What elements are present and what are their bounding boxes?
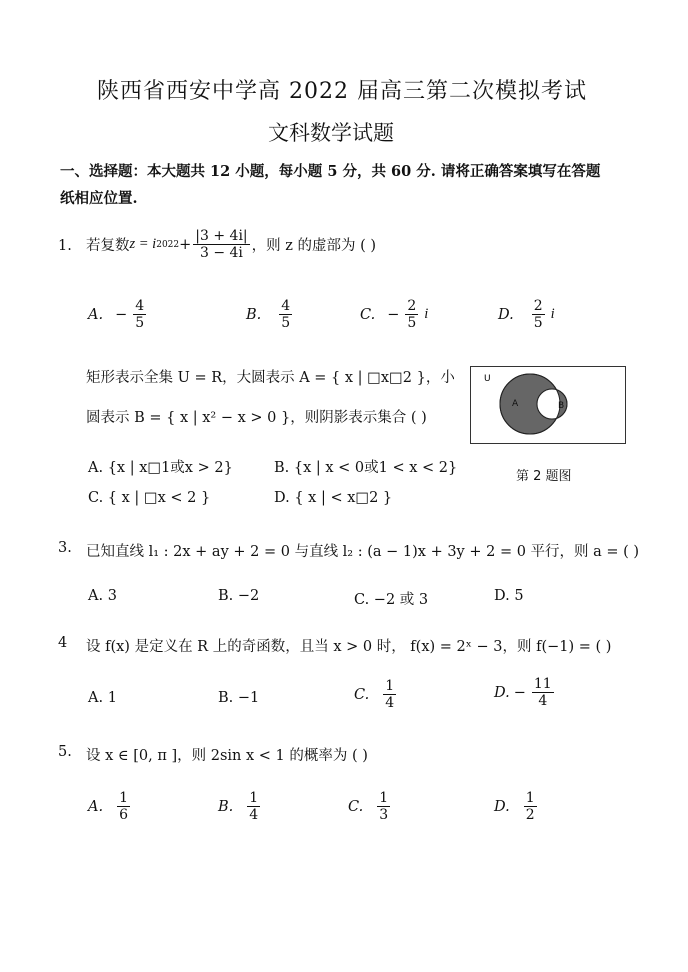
q2-option-c[interactable]: C. { x | □x < 2 } bbox=[88, 490, 211, 506]
q1-pre: 若复数 bbox=[86, 238, 130, 255]
venn-label-a: A bbox=[512, 399, 519, 409]
frac-numerator: 4 bbox=[281, 298, 291, 314]
q4-stem: 设 f(x) 是定义在 R 上的奇函数，且当 x > 0 时， f(x) = 2ˣ − 3，则 f(−1) = ( ) bbox=[86, 639, 612, 655]
frac-denominator: 4 bbox=[385, 695, 395, 712]
q3-option-c[interactable]: C. −2 或 3 bbox=[354, 592, 429, 608]
q3-number: 3. bbox=[58, 540, 72, 556]
frac-numerator: 1 bbox=[249, 790, 259, 806]
frac-numerator: 1 bbox=[119, 790, 129, 806]
q5-number: 5. bbox=[58, 744, 72, 760]
q2-option-a[interactable]: A. {x | x□1或x > 2} bbox=[88, 460, 233, 476]
option-suffix: i bbox=[424, 306, 429, 323]
option-label: D. bbox=[494, 798, 510, 815]
q1-plus: + bbox=[179, 236, 192, 253]
section-heading-line2: 纸相应位置. bbox=[60, 190, 138, 207]
q1-frac-numerator: |3 + 4i| bbox=[195, 228, 248, 244]
q3-option-a[interactable]: A. 3 bbox=[88, 588, 117, 604]
option-label: A. bbox=[88, 798, 104, 815]
q2-option-b[interactable]: B. {x | x < 0或1 < x < 2} bbox=[274, 460, 458, 476]
q2-option-d[interactable]: D. { x | < x□2 } bbox=[274, 490, 393, 506]
frac-denominator: 4 bbox=[249, 807, 259, 824]
frac-denominator: 5 bbox=[407, 315, 417, 332]
frac-denominator: 5 bbox=[533, 315, 543, 332]
option-sign: − bbox=[513, 684, 526, 701]
frac-numerator: 11 bbox=[533, 676, 552, 692]
option-label: C. bbox=[348, 798, 364, 815]
frac-denominator: 5 bbox=[135, 315, 145, 332]
venn-caption: 第 2 题图 bbox=[516, 469, 572, 484]
q5-stem: 设 x ∈ [0, π ]，则 2sin x < 1 的概率为 ( ) bbox=[86, 748, 368, 764]
q4-number: 4 bbox=[58, 635, 68, 651]
option-label: D. bbox=[494, 684, 510, 701]
q5-option-d[interactable] bbox=[494, 790, 539, 823]
option-sign: − bbox=[387, 306, 400, 323]
frac-denominator: 6 bbox=[119, 807, 129, 824]
option-suffix: i bbox=[550, 306, 555, 323]
q1-fraction bbox=[193, 228, 249, 261]
option-label: C. bbox=[354, 686, 370, 703]
q2-line1: 矩形表示全集 U = R，大圆表示 A = { x | □x□2 }，小 bbox=[86, 370, 455, 386]
frac-numerator: 1 bbox=[379, 790, 389, 806]
q1-number: 1. bbox=[58, 238, 72, 254]
q4-option-a[interactable]: A. 1 bbox=[88, 690, 117, 706]
option-sign: − bbox=[115, 306, 128, 323]
q4-option-c[interactable] bbox=[354, 678, 398, 711]
q3-option-d[interactable]: D. 5 bbox=[494, 588, 524, 604]
q1-stem bbox=[86, 228, 376, 261]
q5-option-b[interactable] bbox=[218, 790, 262, 823]
frac-denominator: 4 bbox=[538, 693, 548, 710]
page-subtitle: 文科数学试题 bbox=[268, 121, 394, 145]
section-heading-line1: 一、选择题：本大题共 12 小题，每小题 5 分，共 60 分. 请将正确答案填写在答题 bbox=[60, 163, 601, 180]
q1-option-a[interactable] bbox=[88, 298, 152, 331]
q4-option-d[interactable] bbox=[494, 676, 556, 709]
option-label: C. bbox=[360, 306, 376, 323]
page-title: 陕西省西安中学高 2022 届高三第二次模拟考试 bbox=[97, 79, 587, 104]
frac-denominator: 3 bbox=[379, 807, 389, 824]
frac-numerator: 1 bbox=[525, 790, 535, 806]
q2-line2: 圆表示 B = { x | x² − x > 0 }，则阴影表示集合 ( ) bbox=[86, 410, 427, 426]
q1-option-b[interactable] bbox=[246, 298, 298, 331]
option-label: B. bbox=[246, 306, 262, 323]
frac-denominator: 2 bbox=[525, 807, 535, 824]
q5-option-a[interactable] bbox=[88, 790, 132, 823]
option-label: B. bbox=[218, 798, 234, 815]
frac-numerator: 1 bbox=[385, 678, 395, 694]
option-label: A. bbox=[88, 306, 104, 323]
q1-option-d[interactable] bbox=[498, 298, 555, 331]
frac-numerator: 2 bbox=[407, 298, 417, 314]
q1-post: ，则 z 的虚部为 ( ) bbox=[251, 238, 377, 255]
q1-frac-denominator: 3 − 4i bbox=[199, 245, 243, 262]
q3-option-b[interactable]: B. −2 bbox=[218, 588, 260, 604]
q1-option-c[interactable] bbox=[360, 298, 428, 331]
venn-diagram bbox=[470, 366, 626, 444]
venn-label-u: U bbox=[484, 374, 491, 384]
q1-expr: z = i bbox=[129, 236, 157, 253]
q1-exponent: 2022 bbox=[156, 239, 180, 250]
q4-option-b[interactable]: B. −1 bbox=[218, 690, 260, 706]
frac-numerator: 4 bbox=[135, 298, 145, 314]
frac-numerator: 2 bbox=[533, 298, 543, 314]
venn-label-b: B bbox=[558, 401, 565, 411]
q5-option-c[interactable] bbox=[348, 790, 392, 823]
frac-denominator: 5 bbox=[281, 315, 291, 332]
q3-stem: 已知直线 l₁ : 2x + ay + 2 = 0 与直线 l₂ : (a − 1)x + 3y + 2 = 0 平行，则 a = ( ) bbox=[86, 544, 640, 560]
option-label: D. bbox=[498, 306, 514, 323]
